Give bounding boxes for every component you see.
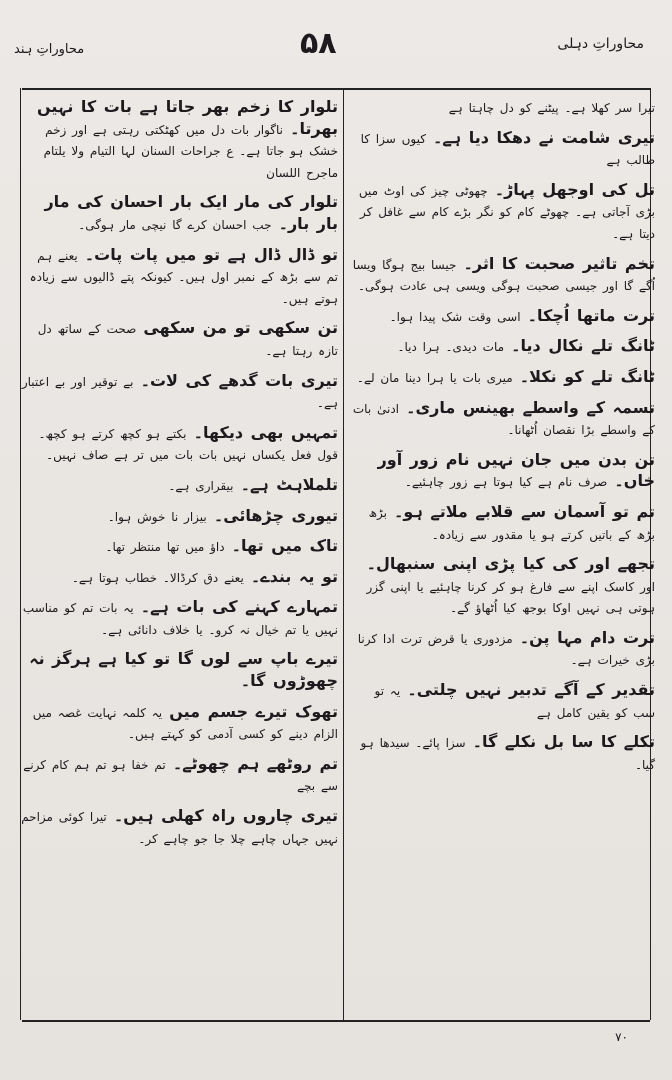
idiom-meaning: سزا پائے۔ سیدھا ہو گیا۔ [360, 736, 655, 772]
idiom-entry [350, 253, 655, 296]
idiom-entry [350, 305, 655, 327]
idiom-headword: تسمہ کے واسطے بھینس ماری۔ [406, 397, 655, 417]
idiom-headword: ٹانگ تلے کو نکلا۔ [519, 366, 655, 386]
idiom-meaning: مات دیدی۔ ہرا دیا۔ [397, 340, 505, 355]
idiom-headword: تقدیر کے آگے تدبیر نہیں چلتی۔ [407, 680, 655, 700]
idiom-meaning: کیوں سزا کا طالب ہے [360, 131, 655, 168]
idiom-meaning: جب احسان کرے گا نیچی مار ہوگی۔ [78, 217, 272, 232]
idiom-entry [20, 535, 338, 557]
idiom-entry [20, 474, 338, 496]
idiom-headword: تجھے اور کی کیا پڑی اپنی سنبھال۔ [366, 554, 655, 574]
column-right [350, 96, 655, 1016]
idiom-meaning: داؤ میں تھا منتظر تھا۔ [105, 540, 225, 555]
idiom-meaning: بے توقیر اور بے اعتبار ہے۔ [21, 374, 338, 411]
idiom-entry [20, 596, 338, 639]
idiom-entry [350, 553, 655, 618]
idiom-headword: تھوک تیرے جسم میں [169, 701, 338, 721]
idiom-headword: تیری بات گدھے کی لات۔ [140, 370, 338, 390]
idiom-headword: ٹانگ تلے نکال دیا۔ [511, 336, 655, 356]
idiom-headword: تو یہ بندے۔ [250, 566, 338, 586]
idiom-entry [20, 96, 338, 182]
idiom-headword: تیرے باپ سے لوں گا تو کیا ہے ہرگز نہ چھوڑوں گا۔ [29, 649, 338, 691]
idiom-headword: تاک میں تھا۔ [231, 536, 338, 556]
idiom-meaning: یعنے ہم تم سے بڑھ کے نمبر اول ہیں۔ کیونکہ پتے ڈالیوں سے زیادہ ہوتے ہیں۔ [29, 248, 338, 306]
idiom-meaning: اور کاسک اپنے سے فارغ ہو کر کرنا چاہئیے یا اپنی گزر ہوتی ہی نہیں اوکا بوجھ کیا اُٹھاؤ گے۔ [366, 579, 655, 616]
idiom-meaning: اسی وقت شک پیدا ہوا۔ [389, 309, 521, 324]
idiom-headword: تمہارے کہنے کی بات ہے۔ [140, 597, 338, 617]
idiom-meaning: تیرا سر کھلا ہے۔ پیٹنے کو دل چاہتا ہے [448, 101, 655, 115]
idiom-meaning: مزدوری یا قرض ترت ادا کرنا بڑی خیرات ہے۔ [357, 631, 655, 668]
idiom-headword: تل کی اوجھل پہاڑ۔ [494, 179, 655, 199]
idiom-entry [350, 397, 655, 440]
idiom-entry [350, 679, 655, 722]
running-title-left: محاوراتِ ہند [14, 42, 85, 57]
idiom-meaning: بکتے ہو کچھ کرتے ہو کچھ۔ قول فعل یکساں نہیں بات بات میں تر ہے صاف نہیں۔ [38, 426, 338, 463]
idiom-meaning: ادنیٰ بات کے واسطے بڑا نقصان اُٹھانا۔ [352, 401, 655, 438]
page-number: ۵۸ [300, 26, 337, 61]
idiom-entry [20, 805, 338, 848]
idiom-meaning: تیرا کوئی مزاحم نہیں جہاں چاہے چلا جا جو چاہے کر۔ [21, 810, 338, 846]
idiom-entry [20, 244, 338, 309]
idiom-headword: تن سکھی تو من سکھی [143, 318, 338, 338]
idiom-entry [20, 701, 338, 744]
idiom-headword: ترت دام مہا پن۔ [519, 627, 655, 647]
idiom-entry [350, 127, 655, 170]
idiom-meaning: تم خفا ہو تم ہم کام کرنے سے بچے [23, 757, 338, 794]
idiom-headword: تیوری چڑھائی۔ [213, 505, 338, 525]
idiom-entry [20, 648, 338, 691]
idiom-entry [350, 335, 655, 357]
idiom-entry [350, 449, 655, 492]
idiom-entry [20, 753, 338, 796]
column-divider [343, 88, 344, 1020]
idiom-headword: تن بدن میں جان نہیں نام زور آور خاں۔ [377, 449, 655, 491]
idiom-headword: تخم تاثیر صحبت کا اثر۔ [463, 253, 655, 273]
idiom-meaning: جیسا بیج ہوگا ویسا اُگے گا اور جیسی صحبت ہوگی ویسی ہی عادت ہوگی۔ [352, 257, 655, 294]
idiom-meaning: صرف نام ہے کیا ہوتا ہے زور چاہئیے۔ [404, 475, 608, 490]
idiom-entry [350, 366, 655, 388]
idiom-entry [20, 370, 338, 413]
idiom-headword: تیری چاروں راہ کھلی ہیں۔ [113, 806, 338, 826]
idiom-headword: تم روٹھے ہم چھوٹے۔ [172, 753, 338, 773]
idiom-meaning: یہ تو سب کو یقین کامل ہے [374, 684, 655, 720]
idiom-headword: تلملاہٹ ہے۔ [240, 474, 338, 494]
idiom-headword: تلوار کا زخم بھر جاتا ہے بات کا نہیں بھرتا۔ [37, 97, 338, 138]
idiom-meaning: ناگوار بات دل میں کھٹکتی رہتی ہے اور زخم خشک ہو جاتا ہے۔ ع جراحات السنان لہا التیام ولا یلتام ماجرح اللسان [43, 122, 338, 180]
footer-note: ۷۰ [615, 1030, 628, 1044]
idiom-entry [20, 191, 338, 234]
idiom-meaning: صحت کے ساتھ دل تازہ رہتا ہے۔ [37, 322, 338, 358]
idiom-entry [20, 422, 338, 465]
idiom-meaning: بڑھ بڑھ کے باتیں کرتے ہو یا مقدور سے زیادہ۔ [368, 505, 655, 542]
idiom-entry [350, 731, 655, 774]
idiom-entry [20, 317, 338, 360]
idiom-headword: ترت ماتھا اُچکا۔ [527, 305, 655, 325]
idiom-headword: تلوار کی مار ایک بار احسان کی مار بار بار۔ [44, 192, 338, 233]
idiom-meaning: یعنے دق کرڈالا۔ خطاب ہوتا ہے۔ [71, 570, 244, 585]
idiom-headword: تو ڈال ڈال ہے تو میں پات پات۔ [84, 244, 338, 264]
idiom-meaning: میری بات یا ہرا دینا مان لے۔ [356, 370, 513, 385]
idiom-headword: تمہیں بھی دیکھا۔ [193, 422, 338, 442]
idiom-entry [350, 179, 655, 244]
idiom-meaning: یہ کلمہ نہایت غصہ میں الزام دینے کو کسی آدمی کو کہتے ہیں۔ [32, 705, 338, 742]
idiom-entry [350, 627, 655, 670]
page-header [0, 20, 672, 80]
idiom-entry [20, 566, 338, 588]
idiom-headword: تیری شامت نے دھکا دیا ہے۔ [433, 127, 655, 147]
idiom-meaning: بیقراری ہے۔ [168, 478, 234, 493]
idiom-headword: تکلے کا سا بل نکلے گا۔ [472, 732, 655, 752]
idiom-meaning: بیزار نا خوش ہوا۔ [107, 509, 207, 524]
idiom-entry [350, 501, 655, 544]
idiom-entry [20, 505, 338, 527]
idiom-meaning: چھوٹی چیز کی اوٹ میں بڑی آجاتی ہے۔ چھوٹے کام کو نگر بڑے کام سے غافل کر دیتا ہے۔ [358, 183, 655, 241]
column-left [20, 96, 338, 1016]
idiom-headword: تم تو آسمان سے قلابے ملاتے ہو۔ [394, 501, 655, 521]
idiom-entry [350, 96, 655, 118]
running-title-right: محاوراتِ دہلی [557, 36, 644, 52]
idiom-meaning: یہ بات تم کو مناسب نہیں یا تم خیال نہ کرو۔ یا خلاف دانائی ہے۔ [22, 601, 338, 637]
